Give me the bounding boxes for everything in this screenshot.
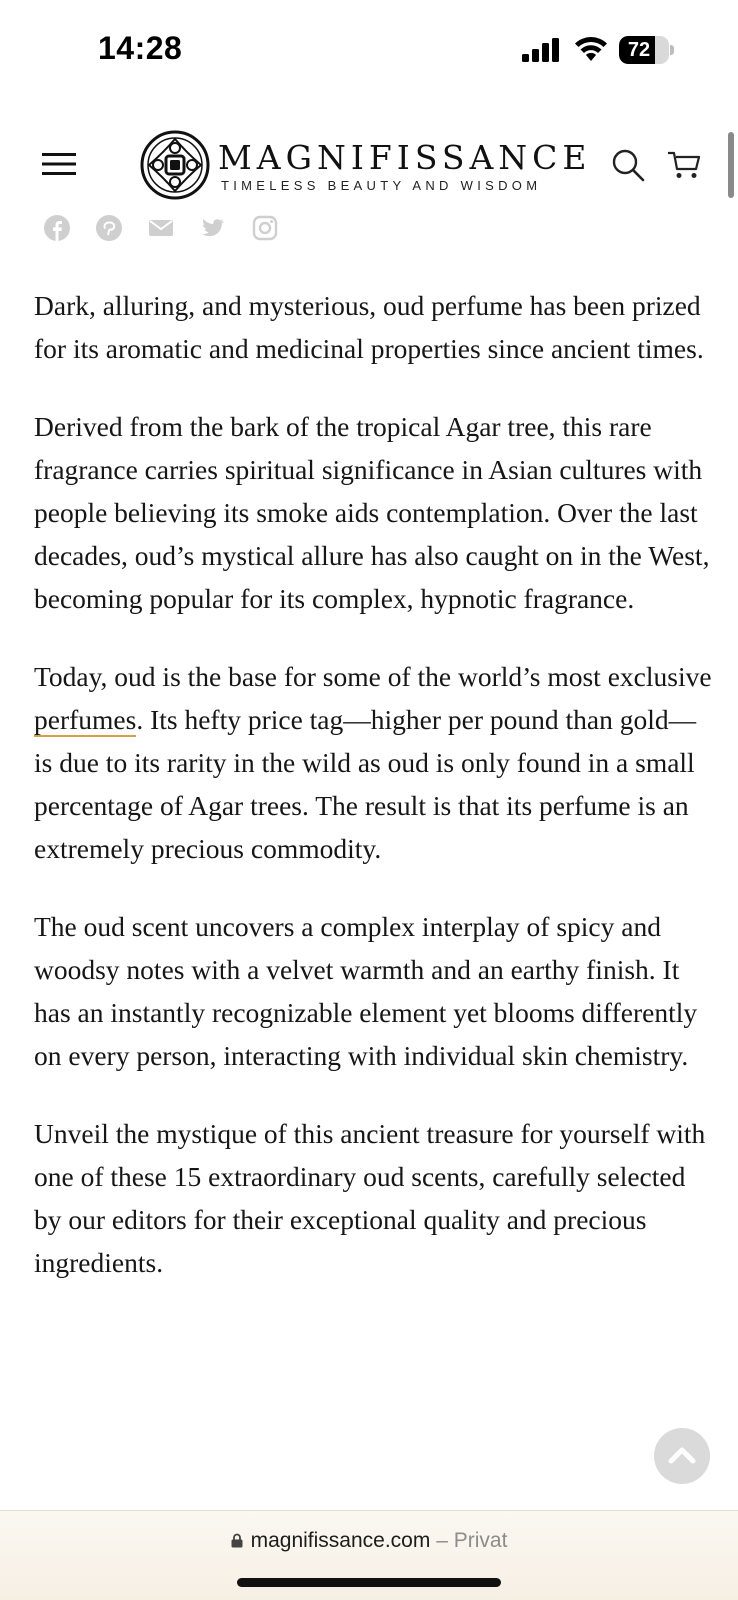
site-header [0, 118, 738, 218]
private-mode-label: Privat [453, 1529, 508, 1552]
article-paragraph-3 [34, 655, 714, 870]
perfumes-link[interactable]: perfumes [34, 704, 137, 735]
scrollbar-thumb[interactable] [728, 132, 734, 198]
status-time: 14:28 [98, 30, 183, 66]
lock-icon [231, 1533, 243, 1548]
paragraph-3-text-before: Today, oud is the base for some of the world’s most exclusive [34, 661, 712, 692]
back-to-top-button[interactable] [654, 1428, 710, 1484]
paragraph-3-text-after: . Its hefty price tag—higher per pound than gold—is due to its rarity in the wild as oud is only found in a small percentage of Agar trees. The result is that its perfume is an extremely precious commodity. [34, 704, 697, 864]
home-indicator[interactable] [237, 1578, 501, 1587]
pinterest-icon[interactable] [96, 215, 122, 241]
battery-level: 72 [627, 39, 651, 61]
search-icon[interactable] [611, 148, 645, 182]
facebook-icon[interactable] [44, 215, 70, 241]
battery-icon [619, 36, 673, 64]
signal-icon [522, 38, 562, 62]
logo-emblem-icon[interactable] [140, 130, 210, 200]
url-row[interactable] [0, 1529, 738, 1553]
status-bar [0, 0, 738, 100]
email-icon[interactable] [148, 215, 174, 241]
cart-icon[interactable] [667, 150, 701, 180]
chevron-up-icon [668, 1442, 696, 1470]
twitter-icon[interactable] [200, 215, 226, 241]
wifi-icon [574, 34, 608, 62]
article-paragraph-1: Dark, alluring, and mysterious, oud perfume has been prized for its aromatic and medicinal properties since ancient times. [34, 290, 704, 364]
article-paragraph-5: Unveil the mystique of this ancient treasure for yourself with one of these 15 extraordinary oud scents, carefully selected by our editors for their exceptional quality and precious ingredients. [34, 1118, 706, 1278]
menu-icon[interactable] [42, 152, 76, 176]
article-body [34, 284, 714, 1319]
article-paragraph-2: Derived from the bark of the tropical Agar tree, this rare fragrance carries spiritual significance in Asian cultures with people believing its smoke aids contemplation. Over the last decades, oud’s mystical allure has also caught on in the West, becoming popular for its complex, hypnotic fragrance. [34, 411, 710, 614]
article-paragraph-4: The oud scent uncovers a complex interplay of spicy and woodsy notes with a velvet warmth and an earthy finish. It has an instantly recognizable element yet blooms differently on every person, interacting with individual skin chemistry. [34, 911, 698, 1071]
url-domain[interactable]: magnifissance.com [250, 1529, 431, 1552]
url-separator: – [436, 1529, 448, 1552]
brand-name[interactable]: MAGNIFISSANCE [218, 138, 592, 177]
instagram-icon[interactable] [252, 215, 278, 241]
brand-tagline: TIMELESS BEAUTY AND WISDOM [221, 178, 542, 193]
